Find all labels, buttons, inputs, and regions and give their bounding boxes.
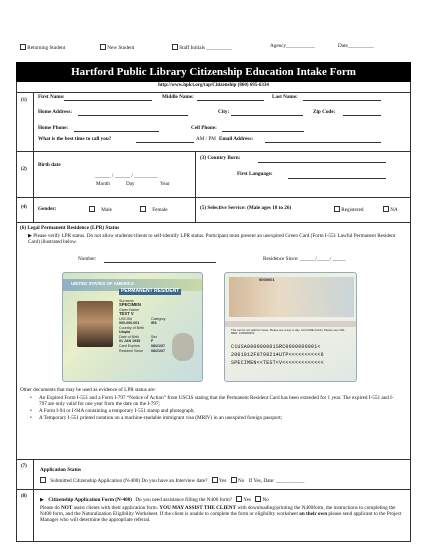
card-expires-value: 08/21/07 bbox=[151, 344, 165, 348]
na-checkbox[interactable] bbox=[383, 206, 389, 212]
last-name-label: Last Name: bbox=[272, 94, 298, 100]
dob-value: 01 JAN 1935 bbox=[119, 339, 141, 343]
resident-since-field[interactable]: Residence Since: ______/_____/ _____ bbox=[263, 256, 346, 262]
first-name-label: First Name: bbox=[38, 94, 65, 100]
staff-initials-field[interactable] bbox=[172, 44, 232, 52]
card-back-number: 0000001 bbox=[259, 277, 275, 282]
mrz-line-2: 2001012F0708214UTP<<<<<<<<<<6 bbox=[231, 352, 324, 358]
city-label: City: bbox=[218, 109, 230, 115]
submitted-n400-checkbox[interactable] bbox=[40, 477, 46, 483]
interview-question-row bbox=[40, 477, 304, 485]
arrow-right-icon: ▶ bbox=[28, 233, 32, 239]
card-photo bbox=[77, 301, 113, 347]
n400-question-row bbox=[40, 496, 269, 504]
section-2-number: (2) bbox=[21, 167, 27, 172]
new-student-label: New Student bbox=[107, 45, 135, 51]
day-label: Day bbox=[126, 181, 135, 187]
interview-no-label: No bbox=[238, 478, 245, 484]
divider bbox=[33, 459, 34, 489]
divider bbox=[16, 197, 411, 198]
list-item: • A Form I-94 or I-94A containing a temporary I-551 stamp and photograph; bbox=[30, 409, 400, 415]
sex-label: Sex bbox=[151, 335, 158, 339]
best-time-input[interactable] bbox=[136, 142, 194, 143]
n400-no-checkbox[interactable] bbox=[255, 496, 261, 502]
other-docs-list bbox=[30, 396, 400, 423]
divider bbox=[16, 489, 411, 490]
n400-yes-checkbox[interactable] bbox=[236, 496, 242, 502]
card-title: PERMANENT RESIDENT bbox=[121, 288, 180, 294]
female-option[interactable] bbox=[140, 206, 168, 214]
divider bbox=[16, 151, 411, 152]
returning-student-option[interactable] bbox=[20, 44, 65, 52]
card-ghost-photo bbox=[172, 333, 194, 361]
n400-title: Citizenship Application Form (N-400) bbox=[48, 497, 133, 503]
home-phone-label: Home Phone: bbox=[38, 125, 69, 131]
section-8-number: (8) bbox=[21, 494, 27, 499]
birth-date-input[interactable]: ______ / ______ / _________ bbox=[95, 173, 158, 179]
city-input[interactable] bbox=[231, 115, 303, 116]
interview-no-checkbox[interactable] bbox=[231, 477, 237, 483]
resident-since-label: Resident Since bbox=[119, 349, 144, 353]
email-label: Email Address: bbox=[219, 136, 254, 142]
country-of-birth-value: Utopia bbox=[119, 330, 131, 334]
first-name-input[interactable] bbox=[64, 100, 152, 101]
n400-no-label: No bbox=[262, 497, 269, 503]
divider bbox=[33, 92, 34, 151]
section-4-number: (4) bbox=[21, 205, 27, 210]
returning-student-label: Returning Student bbox=[27, 45, 66, 51]
form-title: Hartford Public Library Citizenship Education Intake Form bbox=[16, 62, 411, 82]
n400-yes-label: Yes bbox=[243, 497, 251, 503]
gender-label: Gender: bbox=[38, 206, 57, 212]
new-student-option[interactable] bbox=[100, 44, 134, 52]
selective-service-label: (5) Selective Service: (Male ages 18 to 26) bbox=[200, 205, 292, 211]
n400-question: Do you need assistance filling the N400 form? bbox=[135, 497, 232, 503]
list-item: • An Expired Form I-551 and a Form I-797 “Notice of Action” from USCIS stating that the Permanent Resident Card has been extended for 1 year. The expired I-551 and I-797 are only valid for one year from the date on the I-797; bbox=[30, 396, 400, 408]
zip-code-input[interactable] bbox=[343, 115, 381, 116]
sex-value: F bbox=[151, 339, 154, 343]
category-label: Category bbox=[151, 317, 166, 321]
divider bbox=[33, 489, 34, 542]
given-name-value: TEST V bbox=[119, 311, 134, 316]
interview-date-field[interactable]: If Yes, Date: ___________ bbox=[248, 478, 305, 484]
other-docs-label: Other documents that may be used as evidence of LPR status are: bbox=[20, 387, 156, 393]
mrz-line-3: SPECIMEN<<TEST<V<<<<<<<<<<<<< bbox=[231, 360, 324, 366]
middle-name-input[interactable] bbox=[197, 100, 264, 101]
best-time-label: What is the best time to call you? bbox=[38, 136, 112, 142]
first-language-input[interactable] bbox=[288, 178, 386, 179]
female-checkbox[interactable] bbox=[140, 206, 146, 212]
green-card-front-image bbox=[62, 272, 203, 382]
category-value: IR6 bbox=[151, 321, 157, 325]
lpr-instruction: ▶ Please verify LPR status. Do not allow students/clients to self-identify LPR status. Participant must present an unexpired Green Card (Form I-551 Lawful Permanent Resident Card) illustrated below. bbox=[28, 233, 396, 245]
first-language-label: First Language: bbox=[237, 171, 273, 177]
staff-initials-label: Staff Initials __________ bbox=[179, 45, 233, 51]
interview-yes-checkbox[interactable] bbox=[212, 477, 218, 483]
divider bbox=[33, 151, 34, 197]
country-born-label: (3) Country Born: bbox=[200, 155, 241, 161]
birth-date-label: Birth date bbox=[38, 162, 61, 168]
cell-phone-input[interactable] bbox=[222, 131, 304, 132]
cell-phone-label: Cell Phone: bbox=[191, 125, 217, 131]
registered-label: Registered bbox=[341, 207, 364, 213]
home-phone-input[interactable] bbox=[74, 131, 159, 132]
lpr-section-title: (6) Legal Permanent Residence (LPR) Status bbox=[20, 225, 120, 231]
form-subtitle: http://www.hplct.org/tap/Citizenship (860) 695-6334 bbox=[158, 83, 269, 88]
arrow-right-icon: ▶ bbox=[40, 497, 44, 503]
year-label: Year bbox=[160, 181, 170, 187]
card-country: UNITED STATES OF AMERICA bbox=[71, 281, 135, 286]
number-input[interactable] bbox=[104, 262, 216, 263]
returning-student-checkbox[interactable] bbox=[20, 44, 26, 50]
home-address-label: Home Address: bbox=[38, 109, 73, 115]
green-card-back-image bbox=[224, 272, 357, 382]
mrz-line-1: C1USA000000001SRC0000000001< bbox=[231, 344, 321, 350]
zip-code-label: Zip Code: bbox=[313, 109, 336, 115]
section-7-number: (7) bbox=[21, 464, 27, 469]
registered-option[interactable] bbox=[334, 206, 363, 214]
divider bbox=[195, 151, 196, 222]
middle-name-label: Middle Name: bbox=[162, 94, 194, 100]
n400-instructions: Please do NOT assist clients with their application form. YOU MAY ASSIST THE CLIENT with downloading/printing the N400form, the instructions to completing the N400 form, and the Naturalization Eligibility Worksheet. If the client is unable to complete the form or eligibility worksheet on their own please send applicant to the Project Manager who will determine the appropriate referral. bbox=[40, 505, 402, 523]
number-label: Number: bbox=[78, 256, 97, 262]
given-name-label: Given Name bbox=[119, 308, 139, 312]
resident-since-value: 08/21/07 bbox=[151, 349, 165, 353]
home-address-input[interactable] bbox=[78, 115, 188, 116]
uscis-value: 000-000-001 bbox=[119, 321, 140, 325]
surname-value: SPECIMEN bbox=[119, 302, 141, 307]
male-label: Male bbox=[101, 207, 112, 213]
date-field[interactable]: Date__________ bbox=[338, 43, 374, 49]
male-option[interactable] bbox=[89, 206, 112, 214]
male-checkbox[interactable] bbox=[89, 206, 95, 212]
dob-label: Date of Birth bbox=[119, 335, 139, 339]
divider bbox=[16, 92, 411, 93]
card-back-fine-print: This card is not valid for travel. Please see a day to day. CA/CORE GACD, Please see USA MED. 1000000000 bbox=[231, 328, 345, 336]
application-status-title: Application Status bbox=[40, 467, 82, 473]
divider bbox=[16, 222, 411, 223]
registered-checkbox[interactable] bbox=[334, 206, 340, 212]
staff-initials-checkbox[interactable] bbox=[172, 44, 178, 50]
email-input[interactable] bbox=[265, 142, 381, 143]
surname-label: Surname bbox=[119, 299, 134, 303]
list-item: • A Temporary I-551 printed notation on a machine-readable immigrant visa (MRIV) in an unexpired foreign passport; bbox=[30, 416, 400, 422]
card-back-pattern bbox=[229, 277, 354, 317]
section-1-number: (1) bbox=[21, 98, 27, 103]
na-label: NA bbox=[390, 207, 398, 213]
am-pm-label: AM / PM bbox=[196, 136, 216, 142]
new-student-checkbox[interactable] bbox=[100, 44, 106, 50]
divider bbox=[33, 197, 34, 222]
agency-field[interactable]: Agency___________ bbox=[270, 43, 315, 49]
month-label: Month bbox=[96, 181, 110, 187]
card-expires-label: Card Expires bbox=[119, 344, 140, 348]
uscis-label: USCIS# bbox=[119, 317, 132, 321]
interview-question: Submitted Citizenship Application (N-400) Do you have an Interview date? bbox=[50, 478, 208, 484]
country-of-birth-label: Country of Birth bbox=[119, 326, 144, 330]
female-label: Female bbox=[152, 207, 168, 213]
interview-yes-label: Yes bbox=[218, 478, 227, 484]
country-born-input[interactable] bbox=[258, 162, 386, 163]
na-option[interactable] bbox=[383, 206, 398, 214]
last-name-input[interactable] bbox=[303, 100, 381, 101]
card-back-stripe bbox=[225, 321, 356, 327]
divider bbox=[16, 459, 411, 460]
